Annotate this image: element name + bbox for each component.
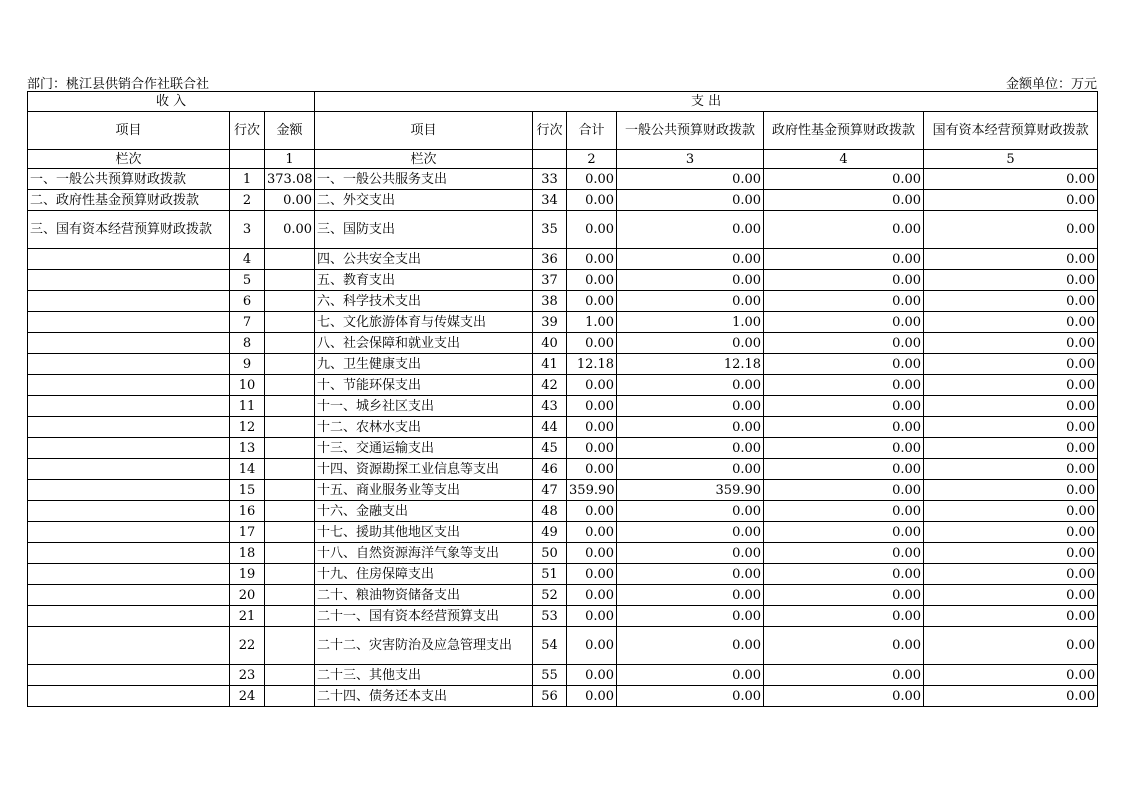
col-index-label: 栏次 (28, 150, 230, 169)
fund-budget-cell: 0.00 (764, 606, 924, 627)
column-index-row (28, 150, 1098, 169)
income-item-cell (28, 333, 230, 354)
general-budget-cell: 0.00 (617, 190, 764, 211)
col-index-empty (230, 150, 265, 169)
general-budget-cell: 0.00 (617, 543, 764, 564)
state-capital-budget-cell: 0.00 (924, 564, 1098, 585)
fund-budget-cell: 0.00 (764, 333, 924, 354)
income-row-no-cell: 18 (230, 543, 265, 564)
state-capital-budget-cell: 0.00 (924, 606, 1098, 627)
column-header-row (28, 112, 1098, 150)
income-item-cell (28, 312, 230, 333)
table-row (28, 375, 1098, 396)
department-label: 部门：桃江县供销合作社联合社 (27, 77, 210, 92)
fund-budget-cell: 0.00 (764, 291, 924, 312)
state-capital-budget-cell: 0.00 (924, 417, 1098, 438)
expense-item-cell: 五、教育支出 (315, 270, 533, 291)
expense-row-no-cell: 39 (533, 312, 567, 333)
general-budget-cell: 0.00 (617, 501, 764, 522)
fund-budget-cell: 0.00 (764, 564, 924, 585)
col-header-general-budget: 一般公共预算财政拨款 (617, 112, 764, 150)
total-cell: 0.00 (567, 396, 617, 417)
expense-item-cell: 二十、粮油物资储备支出 (315, 585, 533, 606)
total-cell: 1.00 (567, 312, 617, 333)
total-cell: 0.00 (567, 190, 617, 211)
income-row-no-cell: 15 (230, 480, 265, 501)
income-amount-cell (265, 291, 315, 312)
general-budget-cell: 0.00 (617, 333, 764, 354)
expense-row-no-cell: 45 (533, 438, 567, 459)
state-capital-budget-cell: 0.00 (924, 686, 1098, 707)
expense-row-no-cell: 54 (533, 627, 567, 665)
expense-section-title: 支 出 (315, 92, 1098, 112)
general-budget-cell: 0.00 (617, 211, 764, 249)
total-cell: 0.00 (567, 522, 617, 543)
fund-budget-cell: 0.00 (764, 585, 924, 606)
income-row-no-cell: 23 (230, 665, 265, 686)
table-row (28, 438, 1098, 459)
state-capital-budget-cell: 0.00 (924, 270, 1098, 291)
income-amount-cell (265, 396, 315, 417)
col-header-total: 合计 (567, 112, 617, 150)
income-amount-cell (265, 480, 315, 501)
table-body (28, 169, 1098, 707)
table-row (28, 522, 1098, 543)
total-cell: 0.00 (567, 375, 617, 396)
general-budget-cell: 0.00 (617, 169, 764, 190)
total-cell: 0.00 (567, 627, 617, 665)
total-cell: 0.00 (567, 211, 617, 249)
general-budget-cell: 0.00 (617, 270, 764, 291)
state-capital-budget-cell: 0.00 (924, 190, 1098, 211)
state-capital-budget-cell: 0.00 (924, 438, 1098, 459)
income-item-cell (28, 438, 230, 459)
income-amount-cell (265, 333, 315, 354)
expense-item-cell: 十四、资源勘探工业信息等支出 (315, 459, 533, 480)
income-row-no-cell: 14 (230, 459, 265, 480)
col-index-general: 3 (617, 150, 764, 169)
general-budget-cell: 0.00 (617, 396, 764, 417)
income-item-cell: 二、政府性基金预算财政拨款 (28, 190, 230, 211)
table-row (28, 480, 1098, 501)
col-header-expense-item: 项目 (315, 112, 533, 150)
table-row (28, 354, 1098, 375)
income-item-cell (28, 480, 230, 501)
income-amount-cell (265, 522, 315, 543)
state-capital-budget-cell: 0.00 (924, 333, 1098, 354)
expense-item-cell: 十二、农林水支出 (315, 417, 533, 438)
income-row-no-cell: 3 (230, 211, 265, 249)
total-cell: 359.90 (567, 480, 617, 501)
fund-budget-cell: 0.00 (764, 665, 924, 686)
expense-item-cell: 七、文化旅游体育与传媒支出 (315, 312, 533, 333)
col-header-state-capital-budget: 国有资本经营预算财政拨款 (924, 112, 1098, 150)
table-row (28, 211, 1098, 249)
expense-item-cell: 三、国防支出 (315, 211, 533, 249)
fund-budget-cell: 0.00 (764, 169, 924, 190)
state-capital-budget-cell: 0.00 (924, 396, 1098, 417)
total-cell: 0.00 (567, 501, 617, 522)
income-row-no-cell: 9 (230, 354, 265, 375)
state-capital-budget-cell: 0.00 (924, 169, 1098, 190)
income-row-no-cell: 19 (230, 564, 265, 585)
state-capital-budget-cell: 0.00 (924, 291, 1098, 312)
expense-row-no-cell: 50 (533, 543, 567, 564)
income-section-title: 收 入 (28, 92, 315, 112)
income-item-cell (28, 501, 230, 522)
income-item-cell (28, 585, 230, 606)
income-amount-cell (265, 375, 315, 396)
income-item-cell (28, 417, 230, 438)
income-item-cell (28, 354, 230, 375)
income-row-no-cell: 4 (230, 249, 265, 270)
state-capital-budget-cell: 0.00 (924, 501, 1098, 522)
col-index-expense-empty (533, 150, 567, 169)
income-item-cell (28, 522, 230, 543)
expense-row-no-cell: 53 (533, 606, 567, 627)
expense-row-no-cell: 44 (533, 417, 567, 438)
total-cell: 0.00 (567, 270, 617, 291)
income-amount-cell (265, 501, 315, 522)
total-cell: 0.00 (567, 665, 617, 686)
income-amount-cell (265, 686, 315, 707)
general-budget-cell: 0.00 (617, 417, 764, 438)
income-row-no-cell: 10 (230, 375, 265, 396)
income-row-no-cell: 20 (230, 585, 265, 606)
income-item-cell (28, 375, 230, 396)
col-index-amount: 1 (265, 150, 315, 169)
general-budget-cell: 0.00 (617, 585, 764, 606)
income-row-no-cell: 17 (230, 522, 265, 543)
expense-item-cell: 一、一般公共服务支出 (315, 169, 533, 190)
table-row (28, 270, 1098, 291)
expense-item-cell: 四、公共安全支出 (315, 249, 533, 270)
section-header-row (28, 92, 1098, 112)
state-capital-budget-cell: 0.00 (924, 354, 1098, 375)
table-row (28, 501, 1098, 522)
unit-label: 金额单位：万元 (1005, 77, 1097, 92)
income-item-cell (28, 396, 230, 417)
expense-row-no-cell: 41 (533, 354, 567, 375)
expense-row-no-cell: 55 (533, 665, 567, 686)
expense-row-no-cell: 52 (533, 585, 567, 606)
expense-item-cell: 十一、城乡社区支出 (315, 396, 533, 417)
income-item-cell (28, 665, 230, 686)
expense-row-no-cell: 35 (533, 211, 567, 249)
expense-item-cell: 六、科学技术支出 (315, 291, 533, 312)
fund-budget-cell: 0.00 (764, 686, 924, 707)
table-row (28, 249, 1098, 270)
table-row (28, 190, 1098, 211)
income-amount-cell (265, 438, 315, 459)
state-capital-budget-cell: 0.00 (924, 522, 1098, 543)
state-capital-budget-cell: 0.00 (924, 375, 1098, 396)
income-amount-cell (265, 270, 315, 291)
expense-item-cell: 二、外交支出 (315, 190, 533, 211)
fund-budget-cell: 0.00 (764, 522, 924, 543)
table-row (28, 564, 1098, 585)
state-capital-budget-cell: 0.00 (924, 312, 1098, 333)
expense-item-cell: 八、社会保障和就业支出 (315, 333, 533, 354)
expense-item-cell: 二十一、国有资本经营预算支出 (315, 606, 533, 627)
income-row-no-cell: 6 (230, 291, 265, 312)
income-amount-cell: 373.08 (265, 169, 315, 190)
general-budget-cell: 359.90 (617, 480, 764, 501)
expense-item-cell: 二十三、其他支出 (315, 665, 533, 686)
expense-row-no-cell: 46 (533, 459, 567, 480)
general-budget-cell: 0.00 (617, 627, 764, 665)
general-budget-cell: 1.00 (617, 312, 764, 333)
total-cell: 0.00 (567, 417, 617, 438)
income-amount-cell (265, 543, 315, 564)
income-amount-cell: 0.00 (265, 211, 315, 249)
expense-item-cell: 十三、交通运输支出 (315, 438, 533, 459)
fund-budget-cell: 0.00 (764, 627, 924, 665)
budget-table (27, 91, 1098, 707)
general-budget-cell: 0.00 (617, 606, 764, 627)
income-row-no-cell: 11 (230, 396, 265, 417)
col-index-expense-label: 栏次 (315, 150, 533, 169)
expense-row-no-cell: 47 (533, 480, 567, 501)
expense-item-cell: 二十四、债务还本支出 (315, 686, 533, 707)
fund-budget-cell: 0.00 (764, 396, 924, 417)
income-amount-cell (265, 354, 315, 375)
expense-row-no-cell: 43 (533, 396, 567, 417)
col-header-expense-row-no: 行次 (533, 112, 567, 150)
expense-item-cell: 十九、住房保障支出 (315, 564, 533, 585)
expense-item-cell: 九、卫生健康支出 (315, 354, 533, 375)
total-cell: 0.00 (567, 169, 617, 190)
income-item-cell (28, 270, 230, 291)
income-row-no-cell: 13 (230, 438, 265, 459)
total-cell: 0.00 (567, 606, 617, 627)
general-budget-cell: 0.00 (617, 375, 764, 396)
income-row-no-cell: 16 (230, 501, 265, 522)
expense-row-no-cell: 33 (533, 169, 567, 190)
general-budget-cell: 0.00 (617, 438, 764, 459)
income-amount-cell (265, 564, 315, 585)
income-item-cell (28, 686, 230, 707)
table-row (28, 169, 1098, 190)
expense-row-no-cell: 48 (533, 501, 567, 522)
table-row (28, 627, 1098, 665)
income-item-cell (28, 627, 230, 665)
col-index-total: 2 (567, 150, 617, 169)
total-cell: 0.00 (567, 564, 617, 585)
income-item-cell (28, 564, 230, 585)
income-row-no-cell: 24 (230, 686, 265, 707)
total-cell: 0.00 (567, 585, 617, 606)
income-row-no-cell: 8 (230, 333, 265, 354)
expense-row-no-cell: 36 (533, 249, 567, 270)
income-item-cell: 三、国有资本经营预算财政拨款 (28, 211, 230, 249)
state-capital-budget-cell: 0.00 (924, 665, 1098, 686)
table-row (28, 585, 1098, 606)
total-cell: 0.00 (567, 686, 617, 707)
income-amount-cell: 0.00 (265, 190, 315, 211)
fund-budget-cell: 0.00 (764, 480, 924, 501)
income-row-no-cell: 22 (230, 627, 265, 665)
state-capital-budget-cell: 0.00 (924, 249, 1098, 270)
income-item-cell (28, 543, 230, 564)
total-cell: 0.00 (567, 438, 617, 459)
fund-budget-cell: 0.00 (764, 417, 924, 438)
total-cell: 0.00 (567, 291, 617, 312)
general-budget-cell: 0.00 (617, 459, 764, 480)
table-row (28, 606, 1098, 627)
fund-budget-cell: 0.00 (764, 459, 924, 480)
total-cell: 0.00 (567, 249, 617, 270)
expense-row-no-cell: 49 (533, 522, 567, 543)
income-item-cell (28, 459, 230, 480)
state-capital-budget-cell: 0.00 (924, 543, 1098, 564)
expense-row-no-cell: 56 (533, 686, 567, 707)
income-amount-cell (265, 627, 315, 665)
state-capital-budget-cell: 0.00 (924, 585, 1098, 606)
income-amount-cell (265, 417, 315, 438)
general-budget-cell: 0.00 (617, 564, 764, 585)
fund-budget-cell: 0.00 (764, 501, 924, 522)
table-row (28, 312, 1098, 333)
income-amount-cell (265, 249, 315, 270)
general-budget-cell: 12.18 (617, 354, 764, 375)
fund-budget-cell: 0.00 (764, 270, 924, 291)
expense-item-cell: 十五、商业服务业等支出 (315, 480, 533, 501)
expense-item-cell: 十七、援助其他地区支出 (315, 522, 533, 543)
income-row-no-cell: 12 (230, 417, 265, 438)
fund-budget-cell: 0.00 (764, 249, 924, 270)
income-amount-cell (265, 606, 315, 627)
table-row (28, 396, 1098, 417)
general-budget-cell: 0.00 (617, 291, 764, 312)
table-row (28, 291, 1098, 312)
table-row (28, 333, 1098, 354)
income-amount-cell (265, 312, 315, 333)
general-budget-cell: 0.00 (617, 522, 764, 543)
income-row-no-cell: 7 (230, 312, 265, 333)
col-header-fund-budget: 政府性基金预算财政拨款 (764, 112, 924, 150)
table-row (28, 665, 1098, 686)
fund-budget-cell: 0.00 (764, 375, 924, 396)
expense-item-cell: 十、节能环保支出 (315, 375, 533, 396)
fund-budget-cell: 0.00 (764, 543, 924, 564)
expense-item-cell: 十六、金融支出 (315, 501, 533, 522)
expense-row-no-cell: 42 (533, 375, 567, 396)
expense-row-no-cell: 40 (533, 333, 567, 354)
income-amount-cell (265, 585, 315, 606)
col-header-income-row-no: 行次 (230, 112, 265, 150)
total-cell: 0.00 (567, 333, 617, 354)
income-item-cell (28, 291, 230, 312)
col-index-state: 5 (924, 150, 1098, 169)
fund-budget-cell: 0.00 (764, 312, 924, 333)
fund-budget-cell: 0.00 (764, 190, 924, 211)
expense-row-no-cell: 37 (533, 270, 567, 291)
expense-row-no-cell: 34 (533, 190, 567, 211)
income-amount-cell (265, 459, 315, 480)
general-budget-cell: 0.00 (617, 665, 764, 686)
report-meta (27, 73, 1097, 91)
table-row (28, 543, 1098, 564)
state-capital-budget-cell: 0.00 (924, 627, 1098, 665)
general-budget-cell: 0.00 (617, 686, 764, 707)
income-row-no-cell: 5 (230, 270, 265, 291)
total-cell: 0.00 (567, 459, 617, 480)
table-row (28, 686, 1098, 707)
income-row-no-cell: 1 (230, 169, 265, 190)
income-item-cell: 一、一般公共预算财政拨款 (28, 169, 230, 190)
fund-budget-cell: 0.00 (764, 211, 924, 249)
income-row-no-cell: 2 (230, 190, 265, 211)
expense-item-cell: 二十二、灾害防治及应急管理支出 (315, 627, 533, 665)
col-header-income-amount: 金额 (265, 112, 315, 150)
income-item-cell (28, 249, 230, 270)
table-row (28, 417, 1098, 438)
state-capital-budget-cell: 0.00 (924, 459, 1098, 480)
fund-budget-cell: 0.00 (764, 354, 924, 375)
state-capital-budget-cell: 0.00 (924, 480, 1098, 501)
fund-budget-cell: 0.00 (764, 438, 924, 459)
expense-row-no-cell: 51 (533, 564, 567, 585)
expense-item-cell: 十八、自然资源海洋气象等支出 (315, 543, 533, 564)
total-cell: 12.18 (567, 354, 617, 375)
income-amount-cell (265, 665, 315, 686)
col-header-income-item: 项目 (28, 112, 230, 150)
general-budget-cell: 0.00 (617, 249, 764, 270)
expense-row-no-cell: 38 (533, 291, 567, 312)
col-index-fund: 4 (764, 150, 924, 169)
income-item-cell (28, 606, 230, 627)
table-row (28, 459, 1098, 480)
income-row-no-cell: 21 (230, 606, 265, 627)
total-cell: 0.00 (567, 543, 617, 564)
state-capital-budget-cell: 0.00 (924, 211, 1098, 249)
